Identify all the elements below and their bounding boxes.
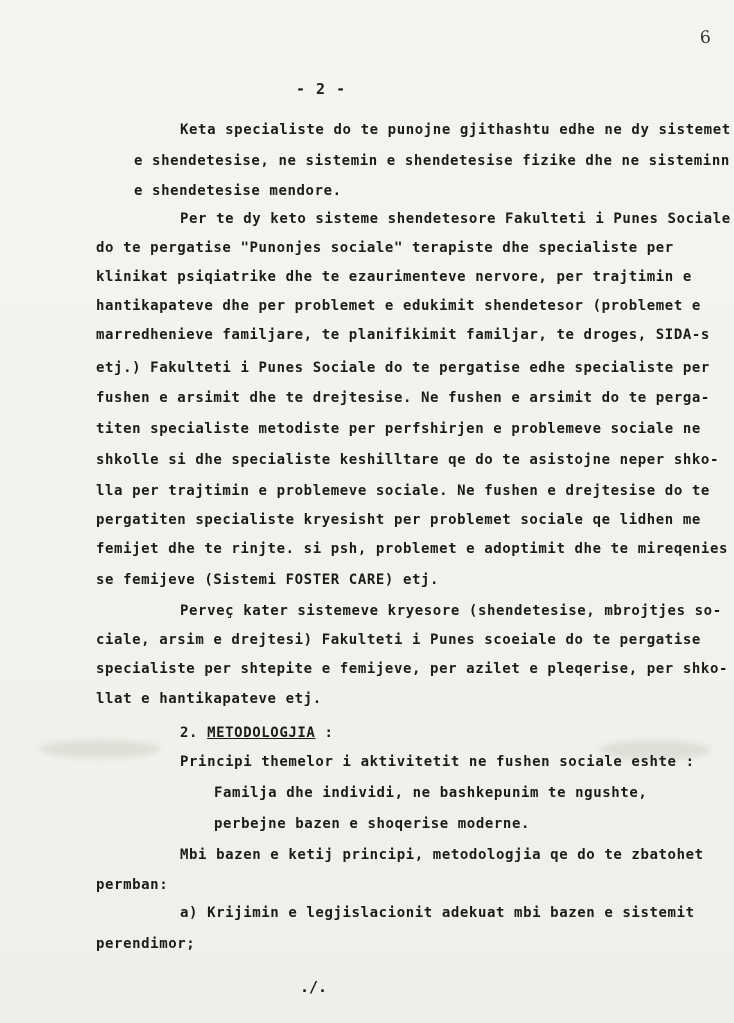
section-colon: :: [324, 725, 334, 741]
text-line: e shendetesise, ne sistemin e shendetesise fizike dhe ne sisteminn: [134, 153, 730, 169]
text-line: perbejne bazen e shoqerise moderne.: [214, 816, 531, 832]
text-line: Keta specialiste do te punojne gjithashtu edhe ne dy sistemet: [180, 122, 731, 138]
text-line: Principi themelor i aktivitetit ne fushen sociale eshte :: [180, 754, 695, 770]
text-line: perendimor;: [96, 936, 196, 952]
text-line: llat e hantikapateve etj.: [96, 691, 322, 707]
page-number: - 2 -: [296, 80, 347, 98]
text-line: do te pergatise "Punonjes sociale" terapiste dhe specialiste per: [96, 240, 674, 256]
handwritten-page-mark: 6: [698, 27, 712, 49]
text-line: Mbi bazen e ketij principi, metodologjia qe do te zbatohet: [180, 847, 704, 863]
section-number: 2.: [180, 725, 199, 741]
section-title: METODOLOGJIA: [207, 725, 316, 741]
text-line: se femijeve (Sistemi FOSTER CARE) etj.: [96, 572, 440, 588]
text-line: lla per trajtimin e problemeve sociale. Ne fushen e drejtesise do te: [96, 483, 710, 499]
section-heading: [180, 724, 334, 742]
text-line: Familja dhe individi, ne bashkepunim te ngushte,: [214, 785, 648, 801]
text-line: klinikat psiqiatrike dhe te ezaurimenteve nervore, per trajtimin e: [96, 269, 692, 285]
text-line: permban:: [96, 877, 169, 893]
text-line: e shendetesise mendore.: [134, 183, 342, 199]
text-line: hantikapateve dhe per problemet e edukimit shendetesor (problemet e: [96, 298, 701, 314]
text-line: specialiste per shtepite e femijeve, per azilet e pleqerise, per shko-: [96, 661, 729, 677]
text-line: fushen e arsimit dhe te drejtesise. Ne fushen e arsimit do te perga-: [96, 390, 710, 406]
text-line: marredhenieve familjare, te planifikimit familjar, te droges, SIDA-s: [96, 327, 710, 343]
text-line: Perveç kater sistemeve kryesore (shendetesise, mbrojtjes so-: [180, 603, 722, 619]
text-line: pergatiten specialiste kryesisht per problemet sociale qe lidhen me: [96, 512, 701, 528]
scan-smudge: [40, 740, 160, 758]
text-line: a) Krijimin e legjislacionit adekuat mbi bazen e sistemit: [180, 905, 695, 921]
text-line: titen specialiste metodiste per perfshirjen e problemeve sociale ne: [96, 421, 701, 437]
text-line: Per te dy keto sisteme shendetesore Fakulteti i Punes Sociale: [180, 211, 731, 227]
text-line: shkolle si dhe specialiste keshilltare qe do te asistojne neper shko-: [96, 452, 719, 468]
text-line: ciale, arsim e drejtesi) Fakulteti i Punes scoeiale do te pergatise: [96, 632, 701, 648]
continuation-mark: ./.: [300, 978, 328, 996]
text-line: etj.) Fakulteti i Punes Sociale do te pergatise edhe specialiste per: [96, 360, 710, 376]
text-line: femijet dhe te rinjte. si psh, problemet e adoptimit dhe te mireqenies: [96, 541, 729, 557]
